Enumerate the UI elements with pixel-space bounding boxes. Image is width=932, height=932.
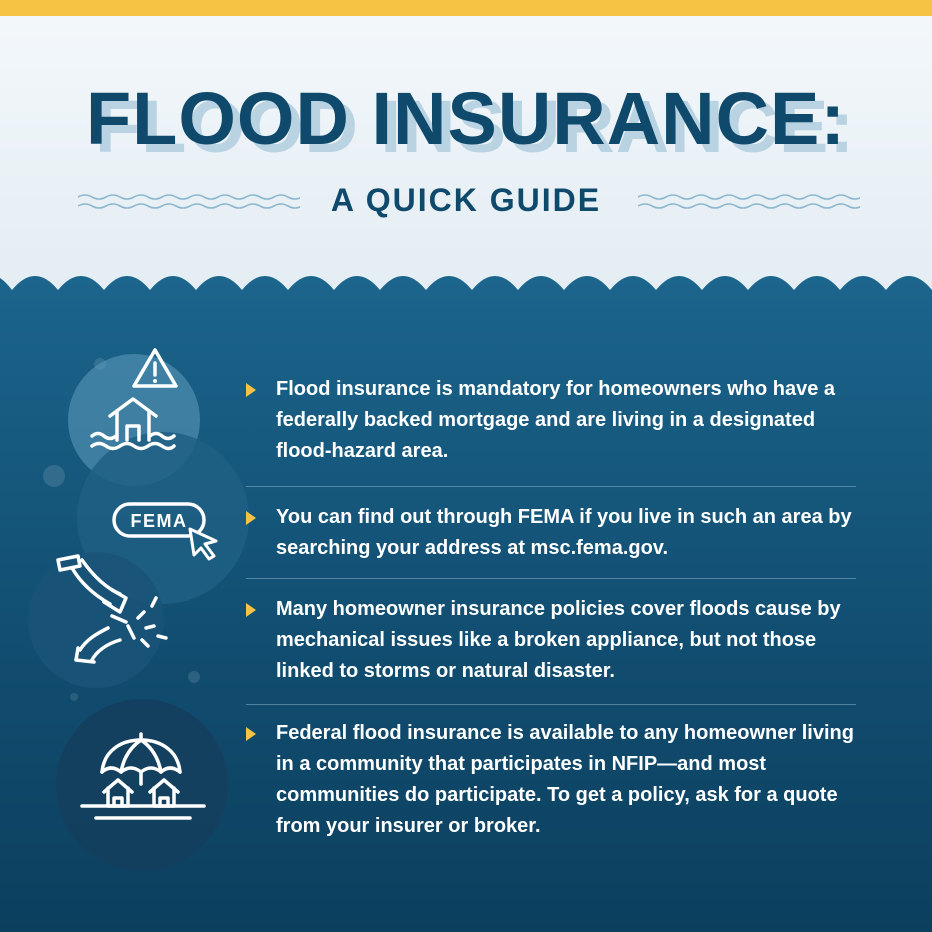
fema-label: FEMA (130, 511, 188, 531)
page-title: FLOOD INSURANCE: (85, 77, 847, 160)
bullet-arrow-icon (246, 511, 256, 525)
list-item-text: You can find out through FEMA if you live in such an area by searching your address at msc.fema.gov. (276, 506, 852, 559)
list-item-text: Flood insurance is mandatory for homeowners who have a federally backed mortgage and are living in a designated flood-hazard area. (276, 378, 836, 462)
divider (246, 486, 856, 487)
bullet-arrow-icon (246, 383, 256, 397)
page-subtitle: A QUICK GUIDE (330, 182, 602, 218)
list-item-text: Federal flood insurance is available to any homeowner living in a community that participates in NFIP—and most communities do participate. To get a policy, ask for a quote from your insurer or broker. (276, 722, 854, 837)
bullet-arrow-icon (246, 603, 256, 617)
list-item-text: Many homeowner insurance policies cover floods cause by mechanical issues like a broken appliance, but not those linked to storms or natural disaster. (276, 598, 841, 682)
bullet-arrow-icon (246, 727, 256, 741)
divider (246, 704, 856, 705)
divider (246, 578, 856, 579)
